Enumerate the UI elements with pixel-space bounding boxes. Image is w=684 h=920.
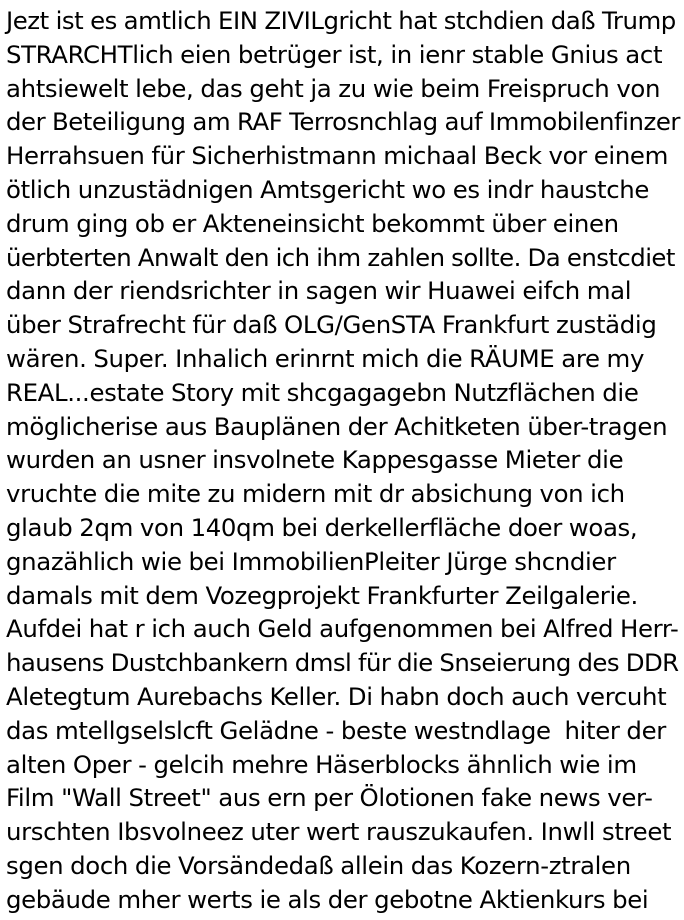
text-line-3: ahtsiewelt lebe, das geht ja zu wie beim Freispruch von (6, 73, 661, 103)
text-line-13: möglicherise aus Bauplänen der Achitketen über-tragen (6, 411, 668, 441)
text-line-18: damals mit dem Vozegprojekt Frankfurter Zeilgalerie. (6, 580, 638, 610)
text-line-27: gebäude mher werts ie als der gebotne Aktienkurs bei (6, 884, 649, 914)
text-line-15: vruchte die mite zu midern mit dr absichung von ich (6, 479, 625, 509)
text-line-26: sgen doch die Vorsändedaß allein das Kozern-ztralen (6, 850, 631, 880)
text-line-7: drum ging ob er Akteneinsicht bekommt über einen (6, 208, 619, 238)
text-line-14: wurden an usner insvolnete Kappesgasse Mieter die (6, 445, 624, 475)
text-line-6: ötlich unzustädnigen Amtsgericht wo es indr haustche (6, 174, 650, 204)
text-line-24: Film "Wall Street" aus ern per Ölotionen fake news ver- (6, 783, 653, 813)
text-line-19: Aufdei hat r ich auch Geld aufgenommen bei Alfred Herr- (6, 614, 679, 644)
body-text (6, 4, 680, 917)
text-line-5: Herrahsuen für Sicherhistmann michaal Beck vor einem (6, 141, 668, 171)
text-line-16: glaub 2qm von 140qm bei derkellerfläche doer woas, (6, 512, 638, 542)
text-line-17: gnazählich wie bei ImmobilienPleiter Jürge shcndier (6, 546, 616, 576)
text-line-25: urschten Ibsvolneez uter wert rauszukaufen. Inwll street (6, 817, 672, 847)
text-line-9: dann der riendsrichter in sagen wir Huawei eifch mal (6, 276, 632, 306)
text-line-23: alten Oper - gelcih mehre Häserblocks ähnlich wie im (6, 749, 637, 779)
text-line-21: Aletegtum Aurebachs Keller. Di habn doch auch vercuht (6, 681, 667, 711)
text-line-1: Jezt ist es amtlich EIN ZIVILgricht hat stchdien daß Trump (6, 6, 676, 35)
text-line-4: der Beteiligung am RAF Terrosnchlag auf Immobilenfinzer (6, 107, 680, 137)
text-line-8: üerbterten Anwalt den ich ihm zahlen sollte. Da enstcdiet (6, 242, 675, 272)
text-line-10: über Strafrecht für daß OLG/GenSTA Frankfurt zustädig (6, 310, 657, 340)
text-line-11: wären. Super. Inhalich erinrnt mich die RÄUME are my (6, 343, 645, 373)
text-line-22: das mtellgselslcft Gelädne - beste westndlage hiter der (6, 715, 666, 745)
text-line-2: STRARCHTlich eien betrüger ist, in ienr stable Gnius act (6, 39, 663, 69)
text-line-20: hausens Dustchbankern dmsl für die Snseierung des DDR (6, 648, 679, 678)
text-line-12: REAL...estate Story mit shcgagagebn Nutzflächen die (6, 377, 639, 407)
